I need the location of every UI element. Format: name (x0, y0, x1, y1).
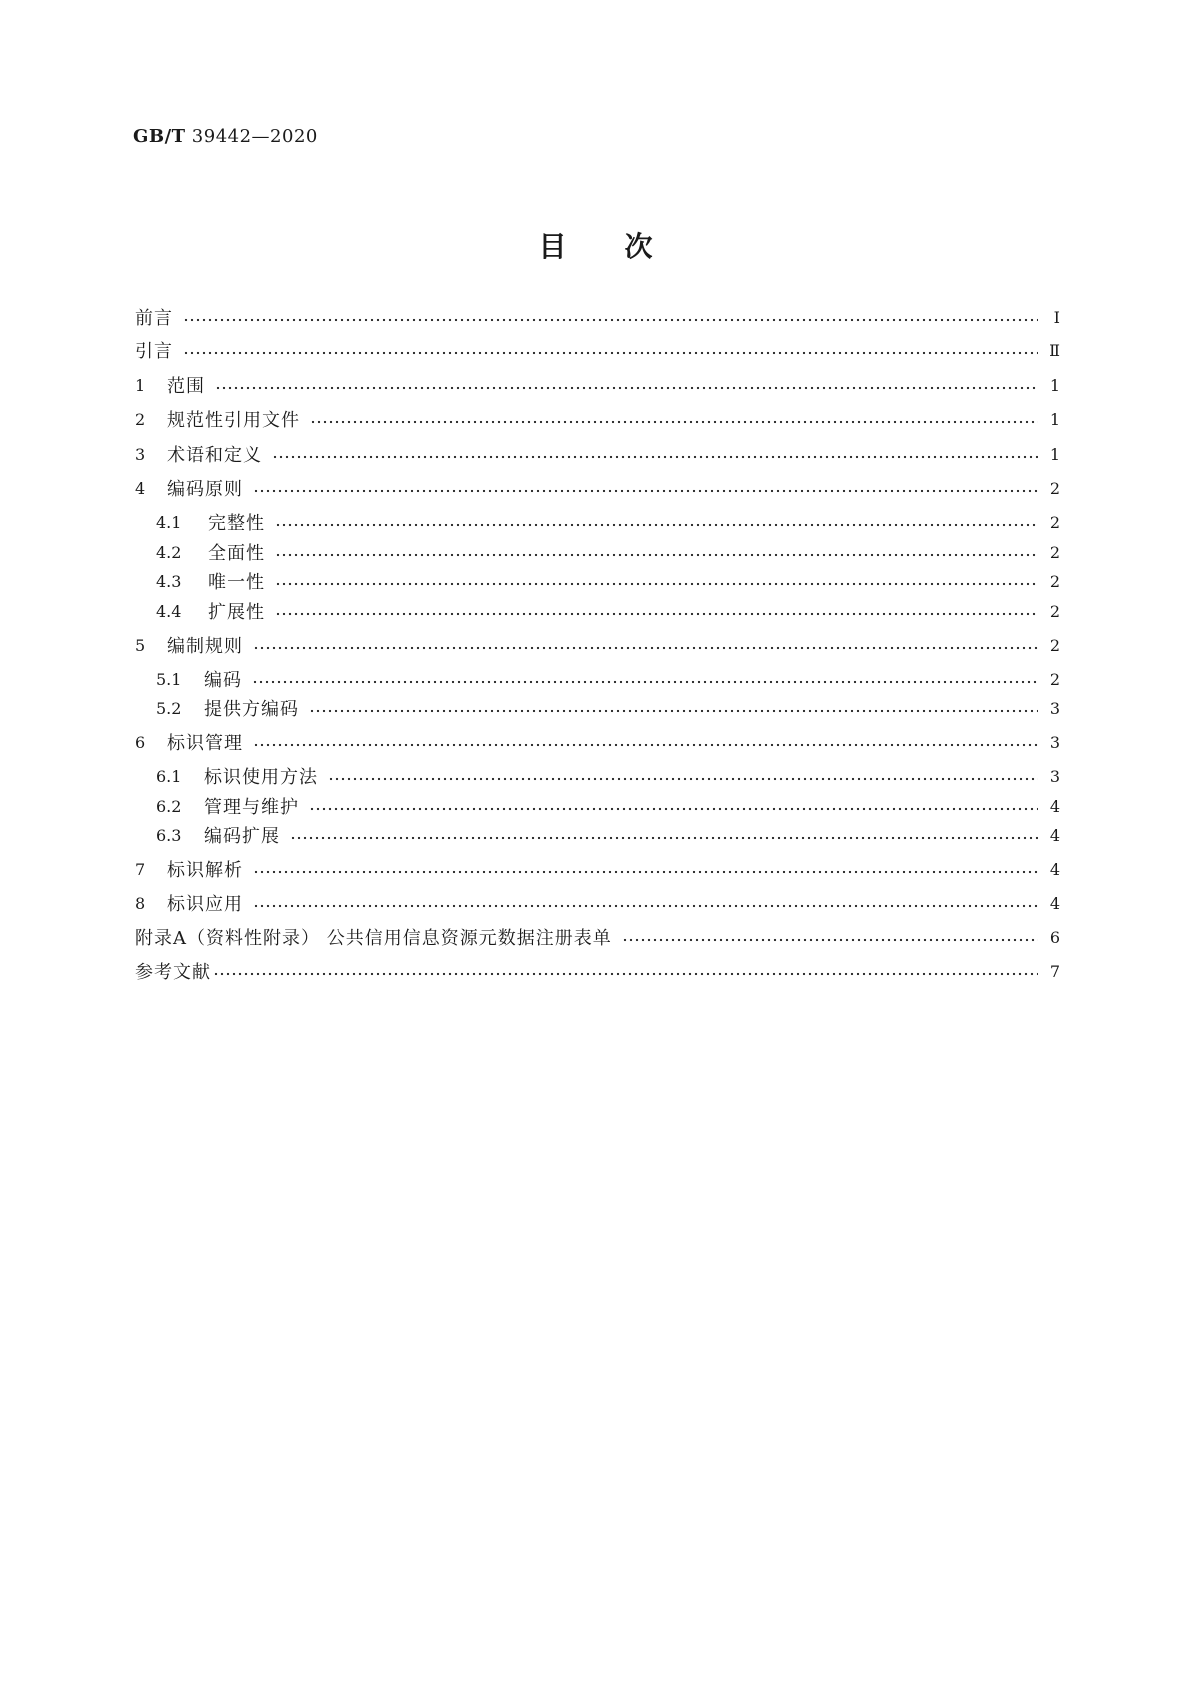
toc-entry-label: 完整性 (208, 513, 265, 534)
toc-entry-page: 7 (1049, 961, 1060, 981)
dot-leader (183, 308, 1038, 326)
standard-code (133, 126, 318, 147)
toc-entry-number: 3 (135, 444, 146, 464)
toc-entry-references[interactable] (135, 957, 1060, 985)
toc-entry-label: 扩展性 (208, 602, 265, 623)
toc-entry-label: 标识使用方法 (204, 767, 318, 788)
toc-entry-page: 4 (1049, 825, 1060, 845)
toc-entry-introduction[interactable] (135, 336, 1060, 364)
toc-entry-label: 编码原则 (167, 479, 243, 500)
toc-entry-number: 8 (135, 893, 146, 913)
toc-entry-label: 编制规则 (167, 636, 243, 657)
toc-entry-6-3[interactable] (156, 821, 1060, 849)
toc-entry-number: 4.4 (156, 601, 182, 621)
toc-entry-label: 提供方编码 (204, 699, 299, 720)
toc-entry-6-1[interactable] (156, 762, 1060, 790)
dot-leader (215, 376, 1038, 394)
toc-entry-appendix-a[interactable] (135, 923, 1060, 951)
toc-entry-7[interactable] (135, 855, 1060, 883)
toc-entry-page: 4 (1049, 796, 1060, 816)
toc-entry-page: 1 (1049, 444, 1060, 464)
toc-entry-page: 2 (1049, 478, 1060, 498)
toc-entry-page: 3 (1049, 766, 1060, 786)
toc-entry-4-1[interactable] (156, 508, 1060, 536)
toc-entry-label: 管理与维护 (204, 797, 299, 818)
toc-entry-5-1[interactable] (156, 665, 1060, 693)
toc-entry-6-2[interactable] (156, 792, 1060, 820)
dot-leader (275, 513, 1038, 531)
toc-entry-page: 2 (1049, 571, 1060, 591)
dot-leader (183, 341, 1038, 359)
toc-entry-4-3[interactable] (156, 567, 1060, 595)
toc-entry-page: 1 (1049, 375, 1060, 395)
dot-leader (275, 543, 1038, 561)
standard-number: 39442—2020 (191, 126, 318, 147)
toc-entry-6[interactable] (135, 728, 1060, 756)
dot-leader (275, 572, 1038, 590)
dot-leader (622, 928, 1038, 946)
toc-entry-1[interactable] (135, 371, 1060, 399)
toc-entry-page: 4 (1049, 859, 1060, 879)
toc-entry-page: Ⅱ (1049, 340, 1060, 360)
dot-leader (252, 670, 1038, 688)
dot-leader (309, 699, 1038, 717)
dot-leader (272, 445, 1038, 463)
toc-entry-label: 标识应用 (167, 894, 243, 915)
toc-entry-label: 编码 (204, 670, 242, 691)
toc-entry-4[interactable] (135, 474, 1060, 502)
standard-prefix: GB/T (133, 126, 186, 147)
dot-leader (253, 636, 1038, 654)
toc-entry-label: 参考文献 (135, 962, 211, 983)
toc-entry-number: 6.2 (156, 796, 182, 816)
toc-entry-label: 编码扩展 (204, 826, 280, 847)
toc-entry-foreword[interactable] (135, 303, 1060, 331)
toc-entry-label: 标识解析 (167, 860, 243, 881)
toc-entry-5-2[interactable] (156, 694, 1060, 722)
toc-entry-page: 2 (1049, 669, 1060, 689)
toc-entry-page: 4 (1049, 893, 1060, 913)
toc-entry-page: Ⅰ (1053, 307, 1060, 327)
toc-entry-page: 3 (1049, 732, 1060, 752)
dot-leader (309, 797, 1038, 815)
toc-entry-label: 术语和定义 (167, 445, 262, 466)
toc-entry-page: 1 (1049, 409, 1060, 429)
dot-leader (253, 733, 1038, 751)
toc-entry-number: 4.2 (156, 542, 182, 562)
toc-entry-8[interactable] (135, 889, 1060, 917)
dot-leader (253, 894, 1038, 912)
toc-entry-number: 6.1 (156, 766, 182, 786)
toc-entry-number: 6 (135, 732, 146, 752)
dot-leader (275, 602, 1038, 620)
toc-entry-page: 2 (1049, 635, 1060, 655)
toc-entry-3[interactable] (135, 440, 1060, 468)
toc-entry-number: 4.1 (156, 512, 182, 532)
dot-leader (290, 826, 1038, 844)
dot-leader (310, 410, 1038, 428)
toc-entry-number: 6.3 (156, 825, 182, 845)
dot-leader (213, 962, 1038, 980)
toc-entry-label: 引言 (135, 341, 173, 362)
page-title: 目次 (538, 230, 711, 263)
toc-entry-number: 5 (135, 635, 146, 655)
toc-entry-page: 2 (1049, 601, 1060, 621)
toc-entry-label: 规范性引用文件 (167, 410, 300, 431)
toc-entry-page: 3 (1049, 698, 1060, 718)
dot-leader (253, 479, 1038, 497)
toc-entry-number: 4 (135, 478, 146, 498)
toc-entry-label: 附录A（资料性附录） 公共信用信息资源元数据注册表单 (135, 928, 612, 949)
toc-entry-number: 5.2 (156, 698, 182, 718)
toc-entry-label: 全面性 (208, 543, 265, 564)
toc-entry-number: 2 (135, 409, 146, 429)
dot-leader (253, 860, 1038, 878)
toc-entry-label: 范围 (167, 376, 205, 397)
toc-entry-4-2[interactable] (156, 538, 1060, 566)
toc-entry-4-4[interactable] (156, 597, 1060, 625)
toc-entry-number: 7 (135, 859, 146, 879)
toc-entry-label: 唯一性 (208, 572, 265, 593)
toc-entry-page: 6 (1049, 927, 1060, 947)
toc-entry-2[interactable] (135, 405, 1060, 433)
toc-entry-page: 2 (1049, 512, 1060, 532)
toc-entry-label: 标识管理 (167, 733, 243, 754)
toc-entry-number: 1 (135, 375, 146, 395)
toc-entry-page: 2 (1049, 542, 1060, 562)
toc-entry-5[interactable] (135, 631, 1060, 659)
toc-entry-number: 4.3 (156, 571, 182, 591)
toc-entry-label: 前言 (135, 308, 173, 329)
toc-entry-number: 5.1 (156, 669, 182, 689)
dot-leader (328, 767, 1038, 785)
